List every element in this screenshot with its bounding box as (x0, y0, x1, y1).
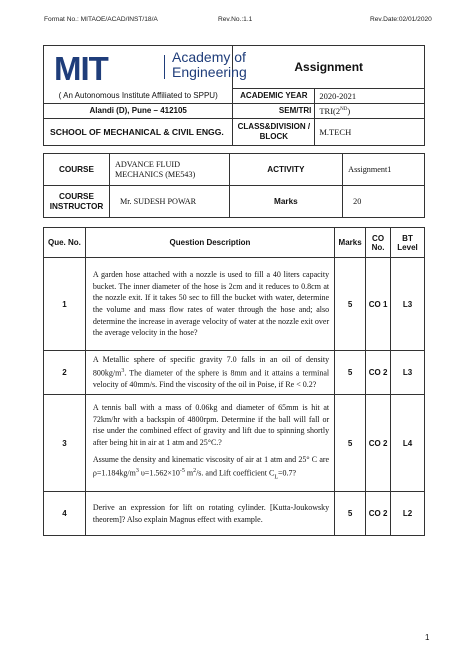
table-row (44, 258, 425, 351)
questions-table (43, 227, 425, 536)
revision-number: Rev.No.:1.1 (218, 16, 253, 23)
academic-year-value: 2020-2021 (315, 88, 425, 103)
table-row (44, 351, 425, 395)
logo-mit-text: MIT (54, 50, 108, 87)
question-bt-level: L3 (391, 258, 425, 351)
question-bt-level: L3 (391, 351, 425, 395)
class-label: CLASS&DIVISION / BLOCK (233, 118, 315, 145)
question-number: 4 (44, 492, 86, 536)
activity-label: ACTIVITY (229, 154, 343, 186)
format-number: Format No.: MITAOE/ACAD/INST/18/A (44, 16, 158, 23)
question-marks: 5 (335, 492, 366, 536)
activity-value: Assignment1 (343, 154, 425, 186)
institute-header-table (43, 45, 425, 146)
question-bt-level: L2 (391, 492, 425, 536)
table-row (44, 395, 425, 492)
institute-address: Alandi (D), Pune – 412105 (44, 103, 233, 118)
table-row (44, 492, 425, 536)
class-value: M.TECH (315, 118, 425, 145)
document-type-title: Assignment (233, 46, 425, 89)
question-co: CO 1 (366, 258, 391, 351)
institute-logo (44, 46, 247, 89)
question-co: CO 2 (366, 395, 391, 492)
header-bt-level: BT Level (391, 228, 425, 258)
sem-value: TRI(2ND) (315, 103, 425, 118)
question-co: CO 2 (366, 351, 391, 395)
question-number: 1 (44, 258, 86, 351)
school-name: SCHOOL OF MECHANICAL & CIVIL ENGG. (44, 118, 233, 145)
question-text: A Metallic sphere of specific gravity 7.0 falls in an oil of density $800kg/m^3$. The diameter of the sphere is 8mm and it attains a terminal velocity of 40mm/s. Find the viscosity of the oil in Poise, if Re < 0.2? (85, 351, 334, 395)
question-co: CO 2 (366, 492, 391, 536)
question-text: A tennis ball with a mass of 0.06kg and diameter of 65mm is hit at 72km/hr with a backspin of 4800rpm. Determine if the ball will fall or rise under the combined effect of gravity and lift due to spinning shortly after being hit in air at 1 atm and 25°C.? Assume the density and kinematic viscosity of air at 1 atm and 25° C are $\rho=1.184kg/m^3$ $\upsilon=1.562\times 10^{-5}$ $m^2/s$. and Lift coefficient $C_L=0.7$? (85, 395, 334, 492)
sem-label: SEM/TRI (233, 103, 315, 118)
revision-date: Rev.Date:02/01/2020 (370, 16, 432, 23)
page-number: 1 (425, 633, 430, 642)
question-marks: 5 (335, 395, 366, 492)
header-co-no: CO No. (366, 228, 391, 258)
question-bt-level: L4 (391, 395, 425, 492)
question-number: 3 (44, 395, 86, 492)
questions-header-row (44, 228, 425, 258)
question-text: A garden hose attached with a nozzle is used to fill a 40 liters capacity bucket. The inner diameter of the hose is 2cm and it reduces to 0.8cm at the nozzle exit. If it takes 50 sec to fill the bucket with water, determine the volume and mass flow rates of water through the hose and; also determine the increase in average velocity of water at the nozzle exit over the average velocity in the hose? (85, 258, 334, 351)
course-info-table (43, 153, 425, 218)
instructor-label: COURSE INSTRUCTOR (44, 186, 110, 218)
marks-value: 20 (343, 186, 425, 218)
academic-year-label: ACADEMIC YEAR (233, 88, 315, 103)
instructor-value: Mr. SUDESH POWAR (109, 186, 229, 218)
question-marks: 5 (335, 351, 366, 395)
question-marks: 5 (335, 258, 366, 351)
header-marks: Marks (335, 228, 366, 258)
header-question-description: Question Description (85, 228, 334, 258)
question-number: 2 (44, 351, 86, 395)
course-label: COURSE (44, 154, 110, 186)
marks-label: Marks (229, 186, 343, 218)
logo-name: Academy of Engineering (172, 49, 247, 80)
institute-tagline: ( An Autonomous Institute Affiliated to SPPU) (44, 88, 233, 103)
header-que-no: Que. No. (44, 228, 86, 258)
course-value: ADVANCE FLUID MECHANICS (ME543) (109, 154, 229, 186)
logo-divider (164, 55, 165, 79)
question-text: Derive an expression for lift on rotating cylinder. [Kutta-Joukowsky theorem]? Also explain Magnus effect with example. (85, 492, 334, 536)
